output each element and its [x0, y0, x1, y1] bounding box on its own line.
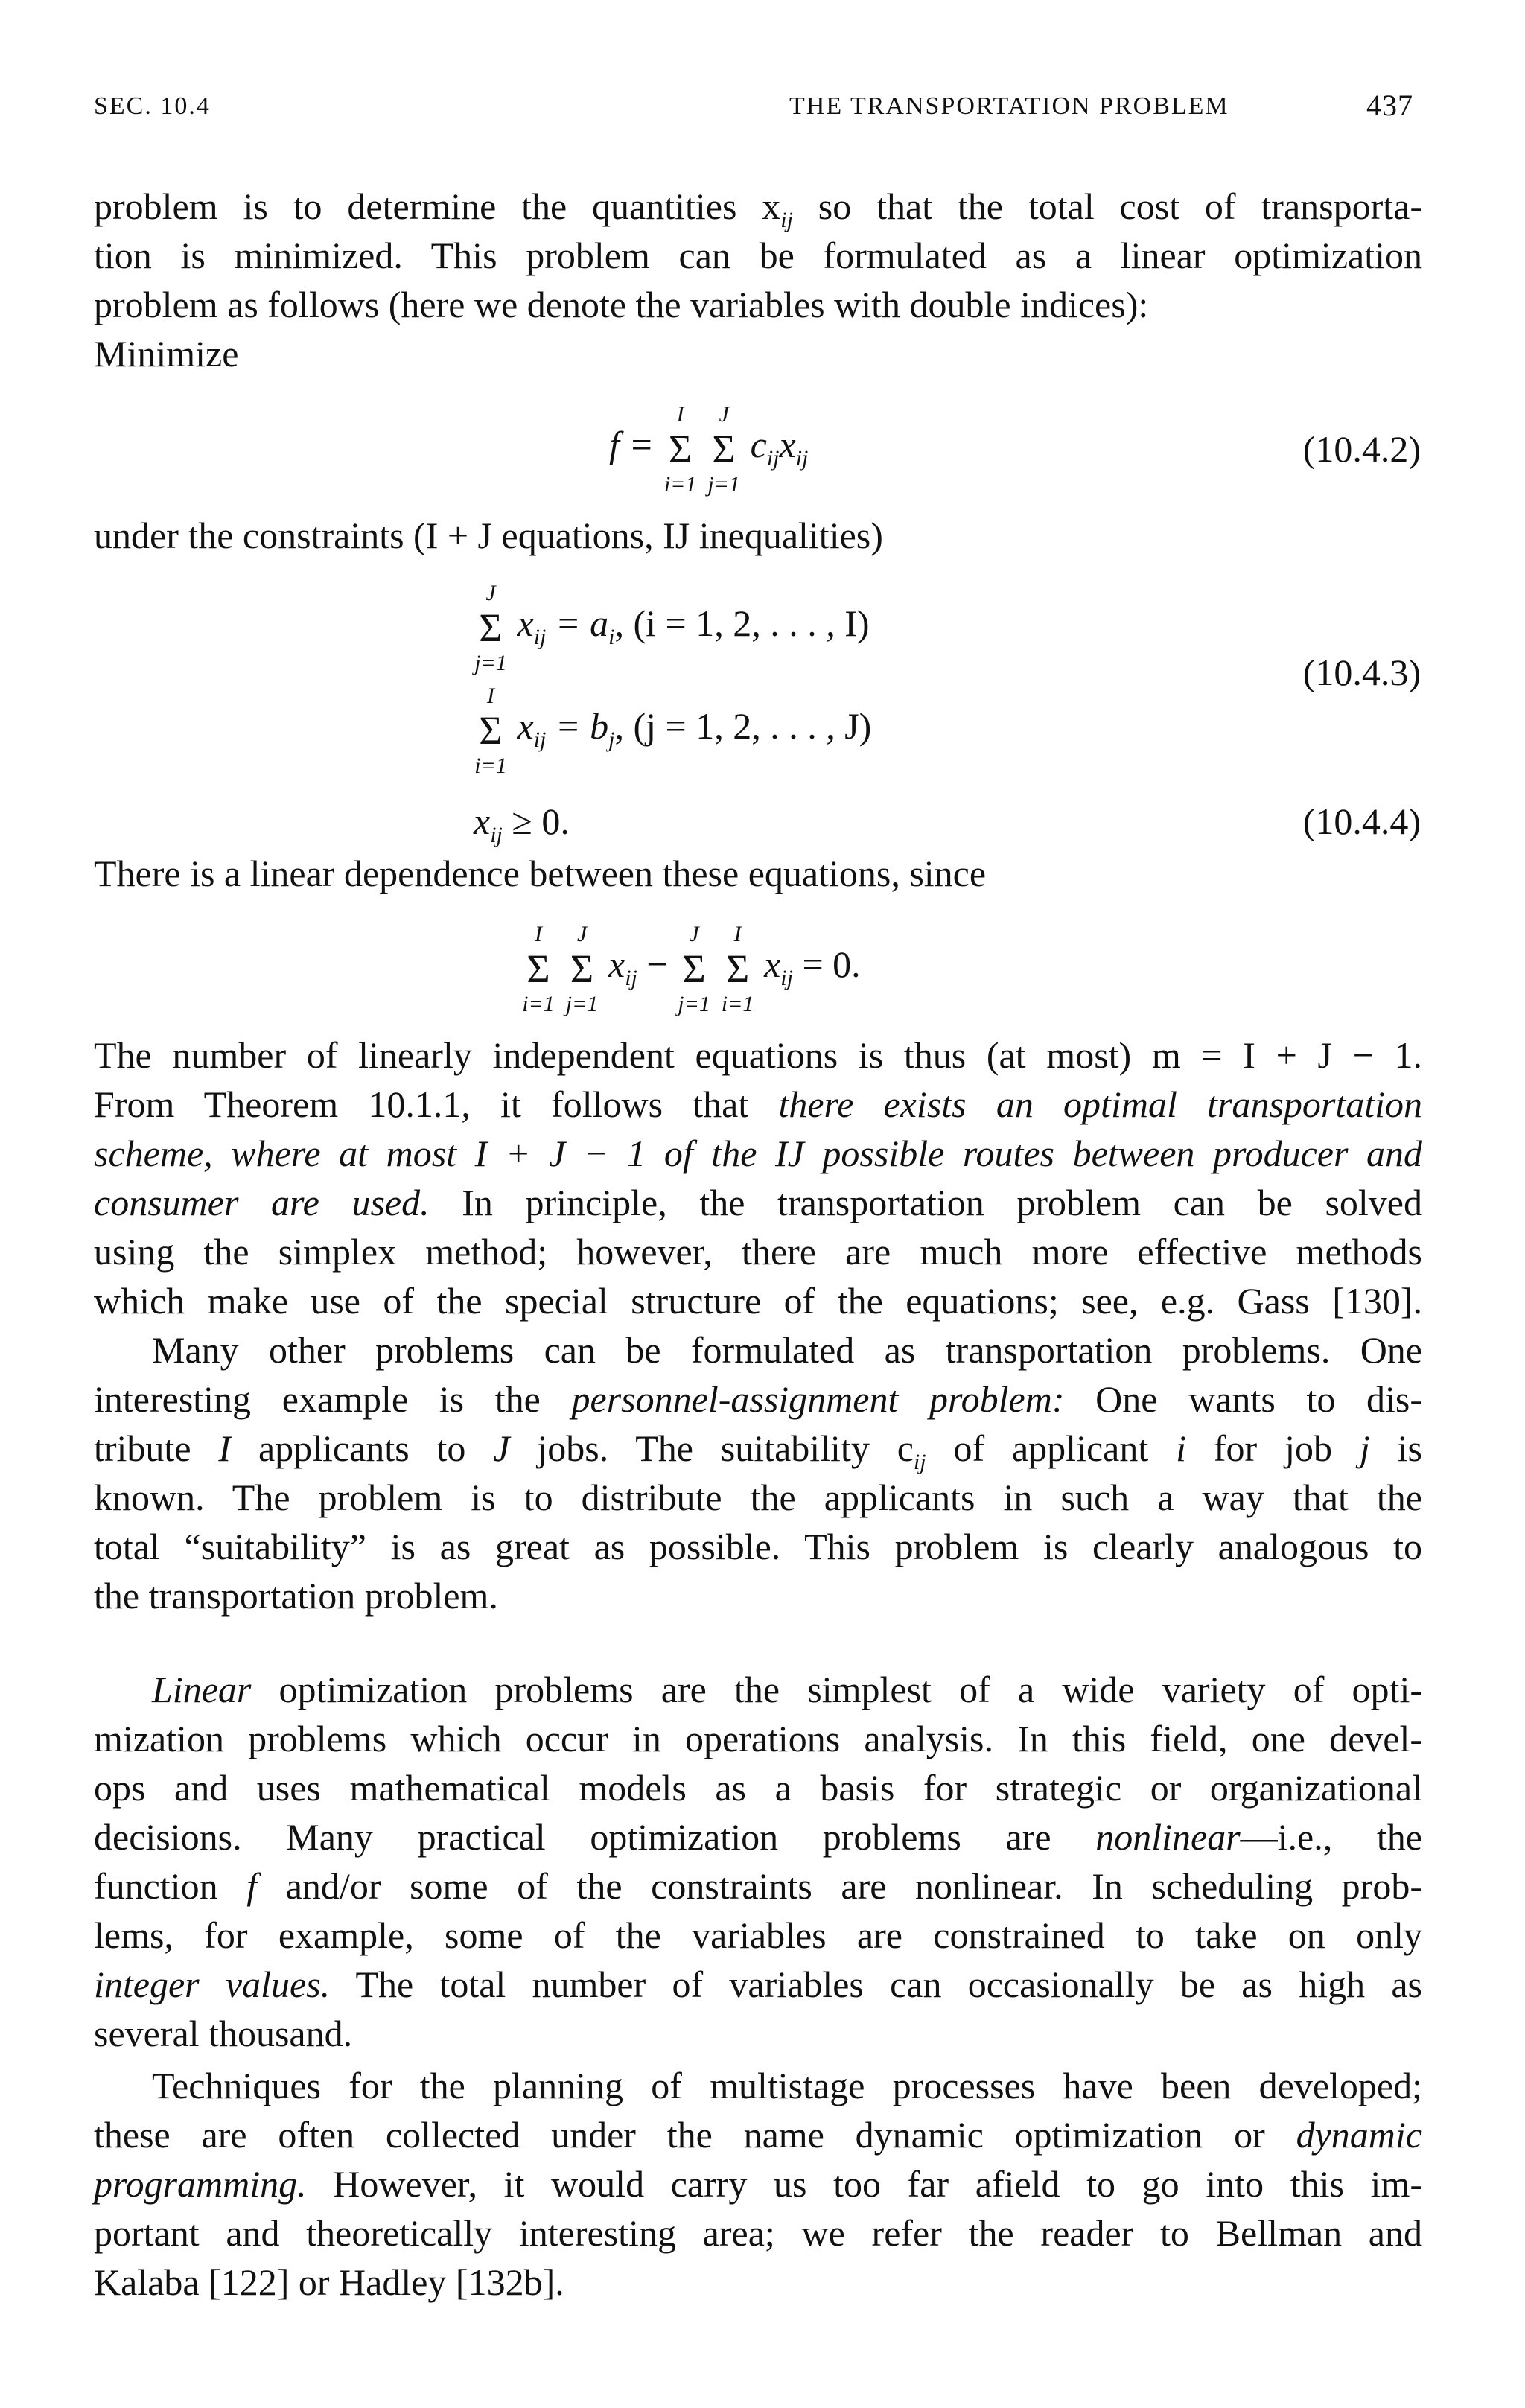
section-label: SEC. 10.4: [94, 92, 211, 120]
constraints-intro: [94, 511, 1422, 560]
text-line: Techniques for the planning of multistage processes have been developed;: [152, 2065, 1422, 2106]
paragraph-intro: [94, 182, 1422, 378]
text-line: integer values. The total number of variables can occasionally be as high as: [94, 1963, 1422, 2005]
page-number: 437: [1366, 89, 1413, 122]
sum-symbol: J Σ j=1: [678, 921, 710, 1016]
text-line: total “suitability” is as great as possible. This problem is clearly analogous to: [94, 1526, 1422, 1567]
sum-symbol: J Σ j=1: [565, 921, 599, 1016]
text-line: problem as follows (here we denote the variables with double indices):: [94, 284, 1149, 325]
text-line: function f and/or some of the constraints are nonlinear. In scheduling prob-: [94, 1865, 1422, 1907]
equation-number: (10.4.3): [1302, 652, 1421, 693]
equation-dependence: I Σ i=1 J Σ j=1 $x_{ij}$ − J Σ j=1 I Σ i=1 $x_{ij} = 0$.: [522, 921, 861, 1016]
text-line: Many other problems can be formulated as transportation problems. One: [152, 1329, 1422, 1371]
equation-constraint-b: I Σ i=1 $x_{ij} = b_j$, (j = 1, 2, . . . , J): [474, 683, 872, 778]
text-line: these are often collected under the name dynamic optimization or dynamic: [94, 2114, 1422, 2156]
text-line: using the simplex method; however, there are much more effective methods: [94, 1231, 1422, 1273]
text-line: programming. However, it would carry us too far afield to go into this im-: [94, 2163, 1422, 2205]
text-line: portant and theoretically interesting area; we refer the reader to Bellman and: [94, 2212, 1422, 2254]
paragraph-nonlinear: [94, 1665, 1422, 2058]
text-line: ops and uses mathematical models as a basis for strategic or organizational: [94, 1767, 1422, 1809]
text-line: known. The problem is to distribute the applicants in such a way that the: [94, 1477, 1422, 1518]
text-line: There is a linear dependence between these equations, since: [94, 853, 987, 894]
text-line: decisions. Many practical optimization problems are nonlinear—i.e., the: [94, 1816, 1422, 1858]
equation-nonnegativity: $x_{ij} \ge 0$.: [474, 800, 570, 847]
text-line: Linear optimization problems are the simplest of a wide variety of opti-: [152, 1669, 1422, 1710]
equation-constraint-a: J Σ j=1 $x_{ij} = a_i$, (i = 1, 2, . . . , I): [474, 580, 870, 675]
equation-number: (10.4.4): [1302, 800, 1421, 842]
text-line: problem is to determine the quantities $x_{ij}$ so that the total cost of transporta-: [94, 185, 1422, 232]
text-line: which make use of the special structure of the equations; see, e.g. Gass [130].: [94, 1280, 1422, 1322]
sum-symbol: I Σ i=1: [663, 401, 697, 497]
sum-symbol: I Σ i=1: [522, 921, 555, 1016]
equation-objective: f = I Σ i=1 J Σ j=1 $c_{ij}x_{ij}$: [609, 401, 809, 497]
text-line: several thousand.: [94, 2013, 353, 2054]
text-line: Minimize: [94, 333, 239, 375]
text-line: The number of linearly independent equations is thus (at most) m = I + J − 1.: [94, 1034, 1422, 1076]
text-line: tion is minimized. This problem can be formulated as a linear optimization: [94, 235, 1422, 276]
text-line: interesting example is the personnel-assignment problem: One wants to dis-: [94, 1378, 1423, 1420]
paragraph-independent-equations: [94, 1031, 1422, 1325]
paragraph-personnel-assignment: [94, 1325, 1422, 1620]
text-line: Kalaba [122] or Hadley [132b].: [94, 2261, 564, 2303]
text-line: consumer are used. In principle, the transportation problem can be solved: [94, 1182, 1422, 1223]
text-line: tribute I applicants to J jobs. The suitability $c_{ij}$ of applicant i for job j is: [94, 1427, 1422, 1474]
text-line: the transportation problem.: [94, 1575, 498, 1617]
sum-symbol: J Σ j=1: [707, 401, 740, 497]
text-line: mization problems which occur in operations analysis. In this field, one devel-: [94, 1718, 1422, 1759]
sum-symbol: I Σ i=1: [721, 921, 754, 1016]
text-line: From Theorem 10.1.1, it follows that there exists an optimal transportation: [94, 1083, 1422, 1125]
paragraph-dynamic-programming: [94, 2061, 1422, 2307]
sum-symbol: I Σ i=1: [474, 683, 507, 778]
sum-symbol: J Σ j=1: [474, 580, 507, 675]
text-line: scheme, where at most I + J − 1 of the IJ possible routes between producer and: [94, 1133, 1422, 1174]
text-line: under the constraints (I + J equations, IJ inequalities): [94, 515, 883, 556]
dependence-intro: [94, 849, 1422, 898]
text-line: lems, for example, some of the variables are constrained to take on only: [94, 1914, 1422, 1956]
running-title: THE TRANSPORTATION PROBLEM: [789, 92, 1229, 120]
equation-number: (10.4.2): [1302, 428, 1421, 470]
